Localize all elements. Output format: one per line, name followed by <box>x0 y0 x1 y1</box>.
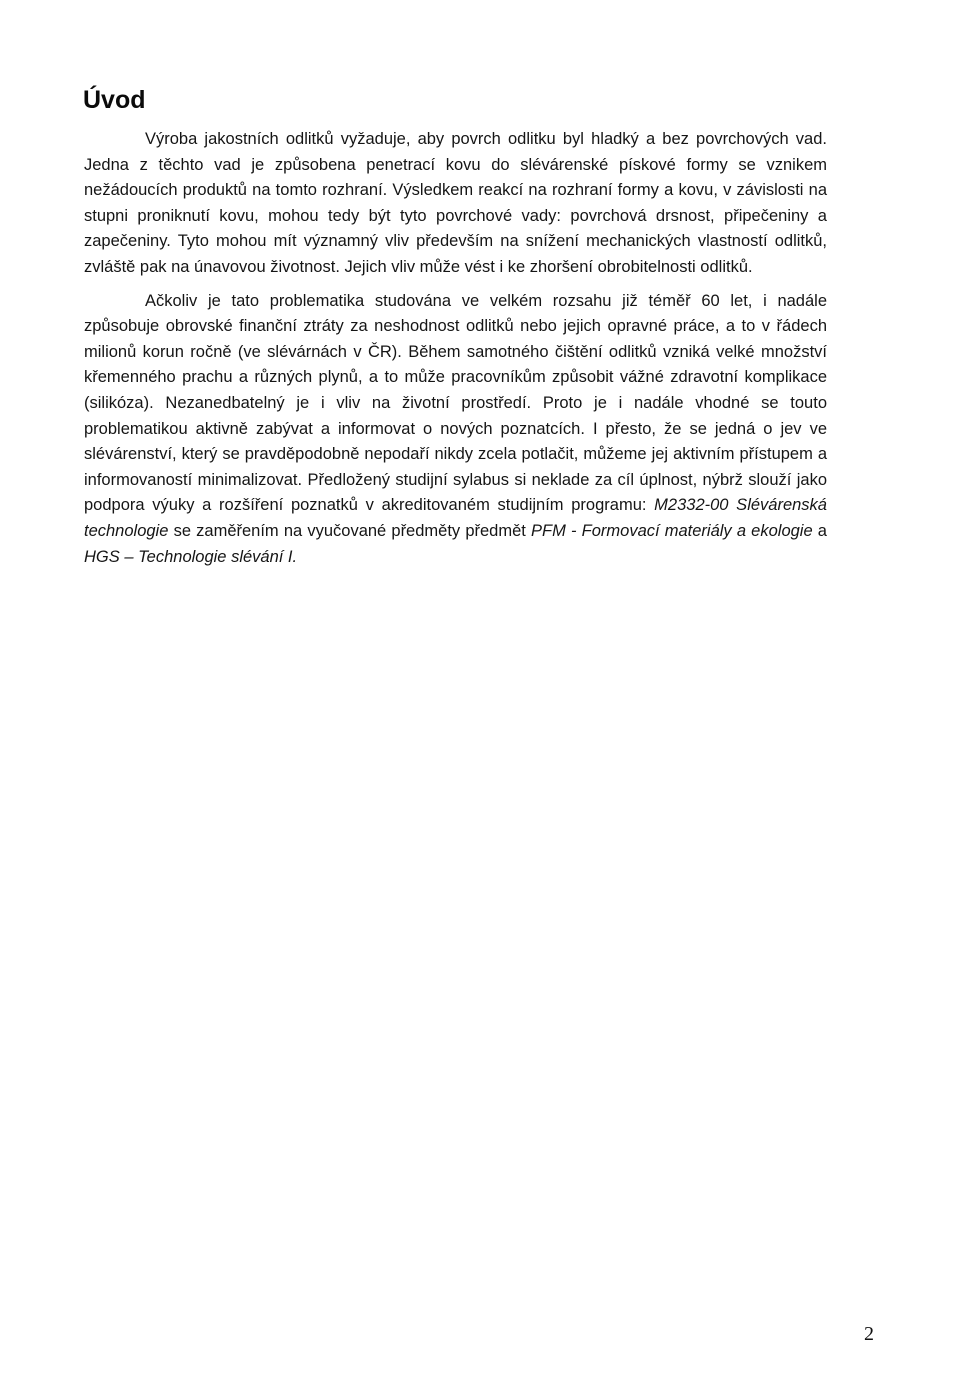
paragraph-intro: Výroba jakostních odlitků vyžaduje, aby povrch odlitku byl hladký a bez povrchových vad. Jedna z těchto vad je způsobena penetrací kovu do slévárenské pískové formy se vznikem nežádoucích produktů na tomto rozhraní. Výsledkem reakcí na rozhraní formy a kovu, v závislosti na stupni proniknutí kovu, mohou tedy být tyto povrchové vady: povrchová drsnost, připečeniny a zapečeniny. Tyto mohou mít významný vliv především na snížení mechanických vlastností odlitků, zvláště pak na únavovou životnost. Jejich vliv může vést i ke zhoršení obrobitelnosti odlitků. <box>84 130 827 276</box>
body-text <box>84 127 827 578</box>
paragraph-context-text: Ačkoliv je tato problematika studována ve velkém rozsahu již téměř 60 let, i nadále způsobuje obrovské finanční ztráty za neshodnost odlitků nebo jejich opravné práce, a to v řádech milionů korun ročně (ve slévárnách v ČR). Během samotného čištění odlitků vzniká velké množství křemenného prachu a různých plynů, a to může pracovníkům způsobit vážné zdravotní komplikace (silikóza). Nezanedbatelný je i vliv na životní prostředí. Proto je i nadále vhodné se touto problematikou aktivně zabývat a informovat o nových poznatcích. I přesto, že se jedná o jev ve slévárenství, který se pravděpodobně nepodaří nikdy zcela potlačit, můžeme jej aktivním přístupem a informovaností minimalizovat. Předložený studijní sylabus si neklade za cíl úplnost, nýbrž slouží jako podpora výuky a rozšíření poznatků v akreditovaném studijním programu: <box>84 291 827 515</box>
study-program-name: M2332-00 Slévárenská technologie <box>84 496 827 540</box>
course-hgs: HGS – Technologie slévání I. <box>84 547 298 566</box>
page-number: 2 <box>864 1323 874 1345</box>
paragraph-context-text-3: a <box>812 521 827 540</box>
course-pfm: PFM - Formovací materiály a ekologie <box>531 521 813 540</box>
section-heading: Úvod <box>83 86 146 114</box>
paragraph-context <box>84 289 827 571</box>
paragraph-context-text-2: se zaměřením na vyučované předměty předmět <box>168 521 532 540</box>
